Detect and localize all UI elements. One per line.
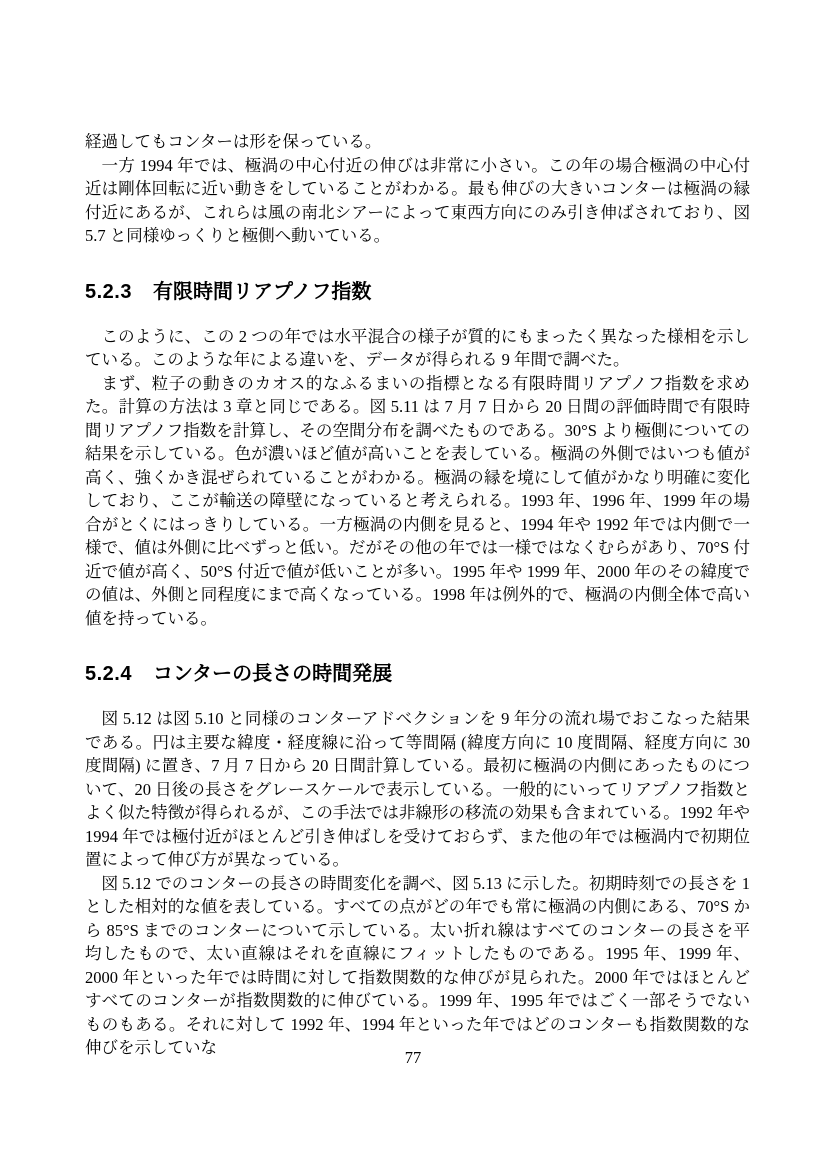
section-title: コンターの長さの時間発展 — [152, 663, 393, 685]
paragraph: 図 5.12 は図 5.10 と同様のコンターアドベクションを 9 年分の流れ場でおこなった結果である。円は主要な緯度・経度線に沿って等間隔 (緯度方向に 10 度間隔、経度方向に 30 度間隔) に置き、7 月 7 日から 20 日間計算している。最初に極渦の内側にあったものについて、20 日後の長さをグレースケールで表示している。一般的にいってリアプノフ指数とよく似た特徴が得られるが、この手法では非線形の移流の効果も含まれている。1992 年や 1994 年では極付近がほとんど引き伸ばしを受けておらず、また他の年では極渦内で初期位置によって伸び方が異なっている。 — [85, 709, 750, 869]
paragraph: このように、この 2 つの年では水平混合の様子が質的にもまったく異なった様相を示している。このような年による違いを、データが得られる 9 年間で調べた。 — [85, 326, 751, 369]
page-number: 77 — [404, 1048, 422, 1067]
paragraph-continuation: 経過してもコンターは形を保っている。 — [85, 132, 382, 151]
paragraph: まず、粒子の動きのカオス的なふるまいの指標となる有限時間リアプノフ指数を求めた。計算の方法は 3 章と同じである。図 5.11 は 7 月 7 日から 20 日間の評価時間で有限時間リアプノフ指数を計算し、その空間分布を調べたものである。30°S より極側についての結果を示している。色が濃いほど値が高いことを表している。極渦の外側ではいつも値が高く、強くかき混ぜられていることがわかる。極渦の縁を境にして値がかなり明確に変化しており、ここが輸送の障壁になっていると考えられる。1993 年、1996 年、1999 年の場合がとくにはっきりしている。一方極渦の内側を見ると、1994 年や 1992 年では内側で一様で、値は外側に比べずっと低い。だがその他の年では一様ではなくむらがあり、70°S 付近で値が高く、50°S 付近で値が低いことが多い。1995 年や 1999 年、2000 年のその緯度での値は、外側と同程度にまで高くなっている。1998 年は例外的で、極渦の内側全体で高い値を持っている。 — [85, 373, 751, 628]
paragraph: 一方 1994 年では、極渦の中心付近の伸びは非常に小さい。この年の場合極渦の中心付近は剛体回転に近い動きをしていることがわかる。最も伸びの大きいコンターは極渦の縁付近にあるが、これらは風の南北シアーによって東西方向にのみ引き伸ばされており、図 5.7 と同様ゆっくりと極側へ動いている。 — [85, 155, 750, 245]
section-number: 5.2.4 — [85, 663, 132, 685]
paragraph: 図 5.12 でのコンターの長さの時間変化を調べ、図 5.13 に示した。初期時刻での長さを 1 とした相対的な値を表している。すべての点がどの年でも常に極渦の内側にある、70°S から 85°S までのコンターについて示している。太い折れ線はすべてのコンターの長さを平均したもので、太い直線はそれを直線にフィットしたものである。1995 年、1999 年、2000 年といった年では時間に対して指数関数的な伸びが見られた。2000 年ではほとんどすべてのコンターが指数関数的に伸びている。1999 年、1995 年ではごく一部そうでないものもある。それに対して 1992 年、1994 年といった年ではどのコンターも指数関数的な伸びを示していな — [85, 873, 750, 1057]
section-title: 有限時間リアプノフ指数 — [152, 280, 372, 303]
page-content — [85, 130, 750, 1060]
section-heading-5-2-3 — [85, 278, 750, 306]
section-heading-5-2-4 — [85, 660, 750, 688]
section-number: 5.2.3 — [85, 280, 132, 303]
